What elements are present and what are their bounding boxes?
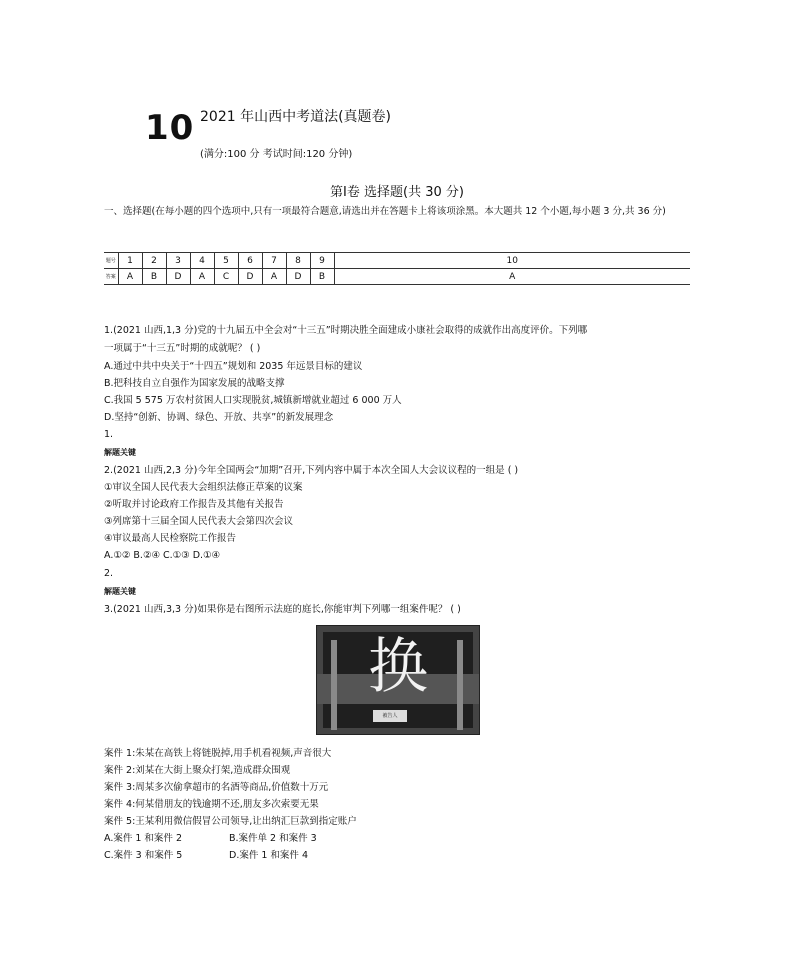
table-cell: 2	[142, 253, 166, 269]
q3-case-1: 案件 1:朱某在高铁上将链脱掉,用手机看视频,声音很大	[104, 748, 332, 759]
q3-case-2: 案件 2:刘某在大街上聚众打架,造成群众围观	[104, 765, 291, 776]
q2-choices: A.①② B.②④ C.①③ D.①④	[104, 550, 221, 561]
q2-item-2: ②听取并讨论政府工作报告及其他有关报告	[104, 499, 284, 510]
answer-table-number-row	[104, 253, 690, 269]
paper-subtitle: (满分:100 分 考试时间:120 分钟)	[200, 149, 353, 160]
table-cell: 3	[166, 253, 190, 269]
part-title: 第Ⅰ卷 选择题(共 30 分)	[330, 185, 464, 200]
q3-case-4: 案件 4:何某借朋友的钱逾期不还,朋友多次索要无果	[104, 799, 319, 810]
q2-item-3: ③列席第十三届全国人民代表大会第四次会议	[104, 516, 294, 527]
q2-item-4: ④审议最高人民检察院工作报告	[104, 533, 237, 544]
table-cell: C	[214, 269, 238, 285]
q1-option-d: D.坚持“创新、协调、绿色、开放、共享”的新发展理念	[104, 412, 334, 423]
q3-option-a: A.案件 1 和案件 2	[104, 833, 182, 844]
courtroom-photo	[316, 625, 480, 735]
table-cell: 1	[118, 253, 142, 269]
table-cell: 5	[214, 253, 238, 269]
q3-case-5: 案件 5:王某利用微信假冒公司领导,让出纳汇巨款到指定账户	[104, 816, 357, 827]
q2-item-1: ①审议全国人民代表大会组织法修正草案的议案	[104, 482, 303, 493]
row-label-number: 题号	[104, 253, 118, 269]
table-cell: 7	[262, 253, 286, 269]
q1-option-a: A.通过中共中央关于“十四五”规划和 2035 年远景目标的建议	[104, 361, 363, 372]
table-cell: 6	[238, 253, 262, 269]
table-cell: A	[334, 269, 690, 285]
answer-table	[104, 252, 690, 285]
photo-defendant-plaque: 被告人	[373, 710, 407, 722]
q1-answer-number: 1.	[104, 429, 114, 440]
q2-answer-number: 2.	[104, 568, 114, 579]
q2-key-label: 解题关键	[104, 587, 136, 596]
q1-option-b: B.把科技自立自强作为国家发展的战略支撑	[104, 378, 285, 389]
q1-option-c: C.我国 5 575 万农村贫困人口实现脱贫,城镇新增就业超过 6 000 万人	[104, 395, 402, 406]
paper-title: 2021 年山西中考道法(真题卷)	[200, 109, 392, 125]
table-cell: D	[166, 269, 190, 285]
q1-key-label: 解题关键	[104, 448, 136, 457]
q3-option-b: B.案件单 2 和案件 3	[229, 833, 317, 844]
table-cell: 8	[286, 253, 310, 269]
paper-number: 10	[145, 108, 195, 148]
q3-option-d: D.案件 1 和案件 4	[229, 850, 308, 861]
table-cell: B	[310, 269, 334, 285]
q1-stem-line1: 1.(2021 山西,1,3 分)党的十九届五中全会对“十三五”时期决胜全面建成小康社会取得的成就作出高度评价。下列哪	[104, 325, 588, 336]
table-cell: A	[262, 269, 286, 285]
row-label-answer: 答案	[104, 269, 118, 285]
q3-stem: 3.(2021 山西,3,3 分)如果你是右图所示法庭的庭长,你能审判下列哪一组案件呢？ ( )	[104, 604, 461, 615]
answer-table-answer-row	[104, 269, 690, 285]
table-cell: 10	[334, 253, 690, 269]
q2-stem: 2.(2021 山西,2,3 分)今年全国两会“加期”召开,下列内容中属于本次全国人大会议议程的一组是 ( )	[104, 465, 519, 476]
section-instructions: 一、选择题(在每小题的四个选项中,只有一项最符合题意,请选出并在答题卡上将该项涂黑。本大题共 12 个小题,每小题 3 分,共 36 分)	[104, 206, 666, 217]
table-cell: D	[286, 269, 310, 285]
table-cell: 9	[310, 253, 334, 269]
table-cell: D	[238, 269, 262, 285]
photo-overlay-glyph: 换	[368, 632, 428, 702]
q1-stem-line2: 一项属于“十三五”时期的成就呢？ ( )	[104, 343, 261, 354]
table-cell: 4	[190, 253, 214, 269]
table-cell: A	[190, 269, 214, 285]
q3-option-c: C.案件 3 和案件 5	[104, 850, 183, 861]
q3-case-3: 案件 3:周某多次偷拿超市的名酒等商品,价值数十万元	[104, 782, 329, 793]
table-cell: A	[118, 269, 142, 285]
table-cell: B	[142, 269, 166, 285]
